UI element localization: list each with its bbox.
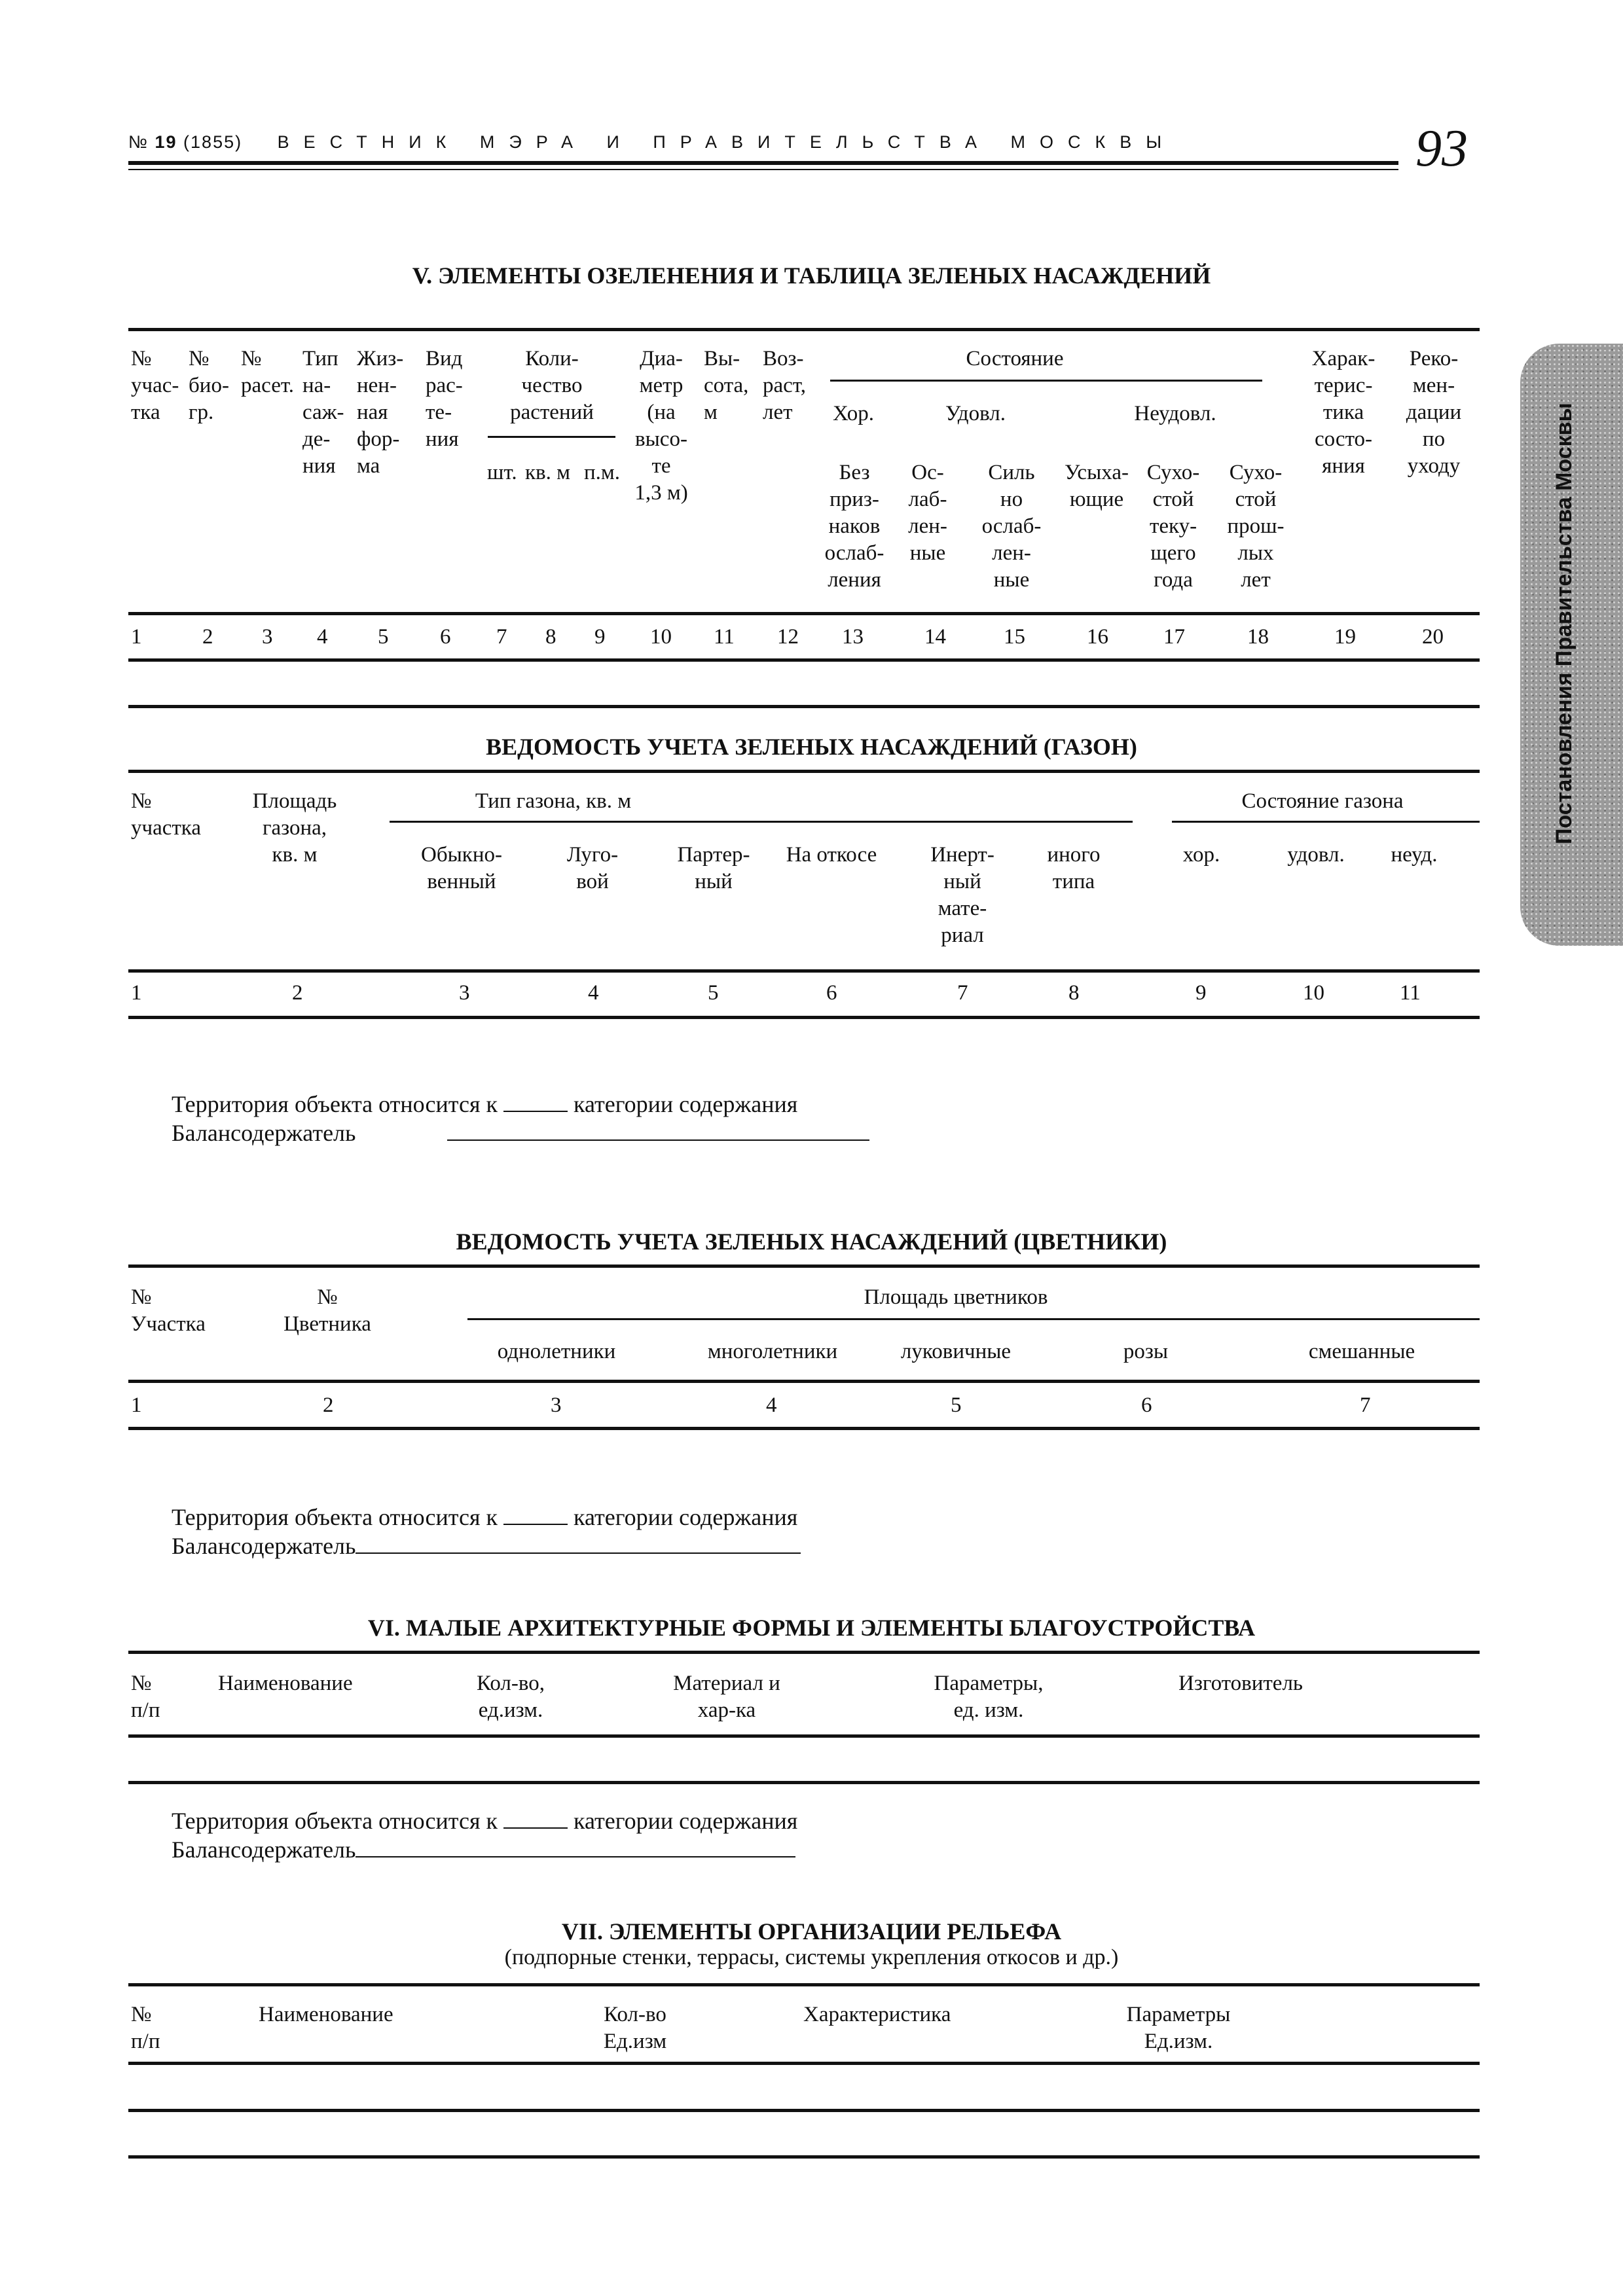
col-header: Харак- терис- тика состо- яния [1311,347,1376,478]
table-rule [128,1781,1480,1784]
col-header: удовл. [1287,843,1345,867]
col-header: Силь но ослаб- лен- ные [981,461,1042,592]
table-rule [128,770,1480,773]
table-rule [128,1380,1480,1383]
table-rule [128,2155,1480,2159]
col-header: № Участка [131,1285,206,1336]
col-number: 7 [957,981,968,1005]
col-header: На откосе [786,843,877,867]
header-rule-thick [128,161,1398,165]
col-number: 8 [545,625,556,649]
holder-note: Балансодержатель [172,1119,869,1147]
col-number: 7 [1360,1393,1371,1417]
col-header: Характеристика [803,2003,951,2026]
col-number: 10 [650,625,672,649]
col-number: 4 [588,981,599,1005]
group-rule [467,1318,1480,1320]
col-header-group: Коли- чество растений [510,347,594,424]
territory-note: Территория объекта относится к категории содержания [172,1808,798,1834]
col-number: 1 [131,1393,142,1417]
table-rule [128,969,1480,973]
col-header: иного типа [1047,843,1101,893]
col-number: 6 [1141,1393,1152,1417]
group-rule [390,821,1133,823]
table-rule [128,2062,1480,2065]
table-rule [128,705,1480,708]
col-header: Наименование [218,1672,353,1695]
col-header: Воз- раст, лет [763,347,806,424]
holder-note: Балансодержатель [172,1532,801,1560]
col-number: 5 [378,625,389,649]
col-header: Сухо- стой теку- щего года [1146,461,1200,592]
col-header: № био- гр. [189,347,229,424]
col-header: Ос- лаб- лен- ные [908,461,947,565]
col-header: многолетники [707,1340,838,1363]
col-header: Сухо- стой прош- лых лет [1227,461,1285,592]
col-header: № п/п [131,2003,160,2053]
col-number: 12 [777,625,799,649]
state-group-header: Состояние [966,347,1064,370]
holder-note: Балансодержатель [172,1835,795,1864]
col-header-group: Состояние газона [1241,789,1404,813]
table-rule [128,658,1480,662]
running-header [128,132,1176,152]
col-header: Без приз- наков ослаб- ления [824,461,884,592]
col-header: Тип на- саж- де- ния [302,347,344,478]
col-number: 2 [323,1393,334,1417]
col-header: № Цветника [283,1285,371,1336]
table-rule [128,328,1480,331]
col-header: Реко- мен- дации по уходу [1406,347,1462,478]
col-header: Обыкно- венный [421,843,502,893]
col-number: 18 [1247,625,1269,649]
col-header: № учас- тка [131,347,179,424]
col-number: 17 [1163,625,1185,649]
col-number: 2 [202,625,213,649]
col-header: № п/п [131,1672,160,1722]
col-number: 5 [951,1393,962,1417]
col-number: 3 [262,625,273,649]
table-rule [128,1427,1480,1430]
col-header: Диа- метр (на высо- те 1,3 м) [634,347,688,505]
col-number: 2 [292,981,303,1005]
col-header: Материал и хар-ка [673,1672,780,1722]
col-number: 3 [459,981,470,1005]
page-number: 93 [1415,120,1468,177]
col-header: Партер- ный [677,843,750,893]
col-number: 9 [594,625,606,649]
col-header: Кол-во, ед.изм. [477,1672,545,1722]
side-tab-label: Постановления Правительства Москвы [1552,403,1577,844]
col-number: 19 [1334,625,1356,649]
col-header: Жиз- нен- ная фор- ма [357,347,404,478]
col-header: Изготовитель [1178,1672,1303,1695]
col-header: Параметры, ед. изм. [934,1672,1044,1722]
table-rule [128,1016,1480,1019]
col-number: 1 [131,981,142,1005]
table-rule [128,1265,1480,1268]
table-rule [128,2109,1480,2112]
col-number: 16 [1087,625,1108,649]
section7-title: VII. ЭЛЕМЕНТЫ ОРГАНИЗАЦИИ РЕЛЬЕФА [561,1918,1062,1945]
col-number: 10 [1303,981,1324,1005]
col-number: 15 [1004,625,1025,649]
header-rule-thin [128,169,1398,170]
col-header: Удовл. [945,402,1006,425]
col-header: розы [1123,1340,1169,1363]
col-number: 11 [714,625,735,649]
col-number: 7 [496,625,507,649]
col-number: 11 [1400,981,1421,1005]
col-header: № участка [131,789,201,840]
col-header: Вид рас- те- ния [426,347,463,451]
journal-name: ВЕСТНИК МЭРА И ПРАВИТЕЛЬСТВА МОСКВЫ [277,132,1176,152]
col-number: 1 [131,625,142,649]
col-number: 20 [1422,625,1444,649]
territory-note: Территория объекта относится к категории содержания [172,1091,798,1117]
col-number: 3 [551,1393,562,1417]
col-header: Инерт- ный мате- риал [930,843,994,947]
col-number: 6 [826,981,837,1005]
table-rule [128,612,1480,615]
col-header: шт. [487,461,517,484]
group-rule [830,380,1262,382]
col-number: 6 [440,625,451,649]
section5-title: V. ЭЛЕМЕНТЫ ОЗЕЛЕНЕНИЯ И ТАБЛИЦА ЗЕЛЕНЫХ НАСАЖДЕНИЙ [412,262,1211,289]
section6-title: VI. МАЛЫЕ АРХИТЕКТУРНЫЕ ФОРМЫ И ЭЛЕМЕНТЫ БЛАГОУСТРОЙСТВА [367,1615,1256,1641]
col-header-group: Площадь цветников [864,1285,1048,1309]
col-header: Неудовл. [1134,402,1216,425]
col-header: Кол-во Ед.изм [603,2003,667,2053]
col-header: однолетники [497,1340,616,1363]
col-number: 9 [1195,981,1207,1005]
col-number: 8 [1068,981,1080,1005]
group-rule [1172,821,1480,823]
col-header: Хор. [833,402,875,425]
col-header: Усыха- ющие [1065,461,1129,511]
col-header: Параметры Ед.изм. [1126,2003,1231,2053]
col-header: неуд. [1391,843,1438,867]
col-number: 4 [766,1393,777,1417]
col-number: 5 [708,981,719,1005]
col-header: Площадь газона, кв. м [252,789,337,867]
col-number: 4 [317,625,328,649]
table-rule [128,1651,1480,1654]
group-rule [488,436,615,438]
col-number: 13 [842,625,864,649]
section7-subtitle: (подпорные стенки, террасы, системы укрепления откосов и др.) [504,1945,1119,1969]
table-rule [128,1734,1480,1738]
lawn-title: ВЕДОМОСТЬ УЧЕТА ЗЕЛЕНЫХ НАСАЖДЕНИЙ (ГАЗОН) [486,734,1137,760]
col-header: кв. м [525,461,570,484]
col-header: луковичные [900,1340,1012,1363]
col-header-group: Тип газона, кв. м [475,789,632,813]
issue-number: № 19 (1855) [128,132,243,152]
col-header: смешанные [1308,1340,1415,1363]
territory-note: Территория объекта относится к категории содержания [172,1504,798,1530]
col-number: 14 [924,625,946,649]
col-header: Наименование [259,2003,393,2026]
col-header: Луго- вой [566,843,619,893]
table-rule [128,1983,1480,1986]
col-header: № расет. [241,347,295,397]
flowers-title: ВЕДОМОСТЬ УЧЕТА ЗЕЛЕНЫХ НАСАЖДЕНИЙ (ЦВЕТНИКИ) [456,1229,1167,1255]
col-header: п.м. [584,461,621,484]
col-header: Вы- сота, м [704,347,749,424]
col-header: хор. [1182,843,1220,867]
